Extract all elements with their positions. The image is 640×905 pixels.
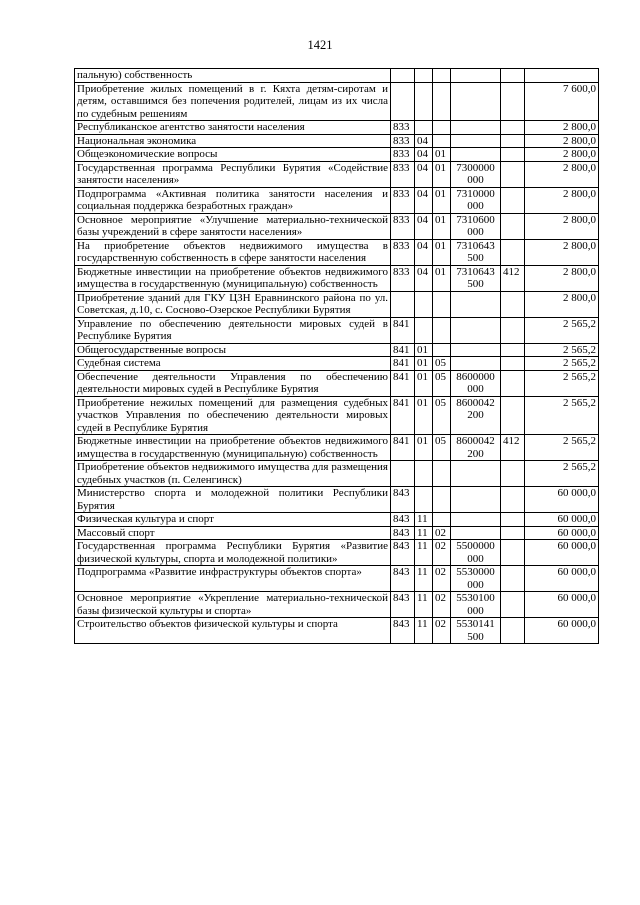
expense-type-cell — [501, 161, 525, 187]
section-code-cell — [415, 487, 433, 513]
row-name-cell: Приобретение жилых помещений в г. Кяхта детям-сиротам и детям, оставшимся без попечения родителей, лицам из их числа по судебным решениям — [75, 82, 391, 121]
table-row — [75, 69, 599, 83]
section-code-cell — [415, 121, 433, 135]
row-name-cell: Приобретение зданий для ГКУ ЦЗН Еравнинского района по ул. Советская, д.10, с. Сосново-Озерское Республики Бурятия — [75, 291, 391, 317]
target-article-cell — [451, 357, 501, 371]
grbs-code-cell: 841 — [391, 357, 415, 371]
target-article-cell — [451, 461, 501, 487]
target-article-suffix: 200 — [467, 447, 484, 460]
grbs-code-cell: 833 — [391, 134, 415, 148]
expense-type-cell — [501, 487, 525, 513]
target-article-cell — [451, 396, 501, 435]
expense-type-cell — [501, 540, 525, 566]
grbs-code-cell: 841 — [391, 343, 415, 357]
target-article-cell — [451, 82, 501, 121]
expense-type-cell: 412 — [501, 435, 525, 461]
row-name-cell: Основное мероприятие «Улучшение материально-технической базы учреждений в сфере занятости населения» — [75, 213, 391, 239]
expense-type-cell — [501, 592, 525, 618]
budget-table — [74, 68, 599, 644]
expense-type-cell — [501, 148, 525, 162]
target-article-cell — [451, 121, 501, 135]
amount-cell: 2 800,0 — [525, 148, 599, 162]
target-article-cell — [451, 317, 501, 343]
section-code-cell: 11 — [415, 618, 433, 644]
table-row — [75, 82, 599, 121]
target-article-suffix: 000 — [467, 200, 484, 212]
table-row — [75, 370, 599, 396]
target-article-cell — [451, 435, 501, 461]
target-article-suffix: 200 — [467, 409, 484, 421]
grbs-code-cell: 841 — [391, 370, 415, 396]
row-name-cell: Строительство объектов физической культуры и спорта — [75, 618, 391, 644]
grbs-code-cell — [391, 82, 415, 121]
expense-type-cell — [501, 343, 525, 357]
section-code-cell: 01 — [415, 343, 433, 357]
target-article-cell — [451, 343, 501, 357]
target-article-code: 7310600 — [456, 213, 495, 226]
subsection-code-cell: 01 — [433, 187, 451, 213]
subsection-code-cell — [433, 343, 451, 357]
amount-cell: 60 000,0 — [525, 618, 599, 644]
target-article-cell — [451, 291, 501, 317]
subsection-code-cell — [433, 134, 451, 148]
subsection-code-cell: 02 — [433, 526, 451, 540]
expense-type-cell — [501, 513, 525, 527]
target-article-cell — [451, 370, 501, 396]
expense-type-cell — [501, 370, 525, 396]
expense-type-cell — [501, 396, 525, 435]
amount-cell: 2 565,2 — [525, 357, 599, 371]
section-code-cell — [415, 69, 433, 83]
grbs-code-cell: 841 — [391, 435, 415, 461]
row-name-cell: Приобретение нежилых помещений для размещения судебных участков Управления по обеспечению деятельности мировых судей в Республике Бурятия — [75, 396, 391, 435]
grbs-code-cell — [391, 69, 415, 83]
amount-cell: 2 800,0 — [525, 239, 599, 265]
row-name-cell: Бюджетные инвестиции на приобретение объектов недвижимого имущества в государственную (муниципальную) собственность — [75, 265, 391, 291]
row-name-cell: Министерство спорта и молодежной политики Республики Бурятия — [75, 487, 391, 513]
amount-cell: 2 800,0 — [525, 161, 599, 187]
expense-type-cell — [501, 618, 525, 644]
section-code-cell: 11 — [415, 592, 433, 618]
section-code-cell: 01 — [415, 357, 433, 371]
row-name-cell: Основное мероприятие «Укрепление материально-технической базы физической культуры и спорта» — [75, 592, 391, 618]
target-article-code: 5530141 — [456, 618, 495, 630]
section-code-cell: 11 — [415, 513, 433, 527]
target-article-code: 7310643 — [456, 265, 495, 278]
target-article-suffix: 000 — [467, 604, 484, 617]
table-row — [75, 343, 599, 357]
subsection-code-cell: 02 — [433, 618, 451, 644]
table-row — [75, 592, 599, 618]
table-row — [75, 161, 599, 187]
row-name-cell: Судебная система — [75, 357, 391, 371]
section-code-cell — [415, 82, 433, 121]
target-article-suffix: 000 — [467, 552, 484, 565]
row-name-cell: Управление по обеспечению деятельности мировых судей в Республике Бурятия — [75, 317, 391, 343]
target-article-suffix: 000 — [467, 383, 484, 395]
expense-type-cell — [501, 461, 525, 487]
target-article-cell — [451, 187, 501, 213]
section-code-cell: 04 — [415, 239, 433, 265]
target-article-cell — [451, 513, 501, 527]
subsection-code-cell: 02 — [433, 566, 451, 592]
target-article-cell — [451, 134, 501, 148]
table-row — [75, 239, 599, 265]
row-name-cell: Физическая культура и спорт — [75, 513, 391, 527]
subsection-code-cell — [433, 121, 451, 135]
expense-type-cell — [501, 239, 525, 265]
table-row — [75, 187, 599, 213]
target-article-cell — [451, 618, 501, 644]
subsection-code-cell — [433, 513, 451, 527]
grbs-code-cell: 841 — [391, 317, 415, 343]
table-row — [75, 540, 599, 566]
grbs-code-cell: 843 — [391, 540, 415, 566]
row-name-cell: Общегосударственные вопросы — [75, 343, 391, 357]
row-name-cell: Государственная программа Республики Бурятия «Содействие занятости населения» — [75, 161, 391, 187]
subsection-code-cell — [433, 317, 451, 343]
subsection-code-cell: 01 — [433, 161, 451, 187]
expense-type-cell — [501, 121, 525, 135]
grbs-code-cell: 843 — [391, 592, 415, 618]
target-article-cell — [451, 265, 501, 291]
amount-cell: 2 565,2 — [525, 461, 599, 487]
table-row — [75, 357, 599, 371]
section-code-cell: 01 — [415, 396, 433, 435]
row-name-cell: Обеспечение деятельности Управления по обеспечению деятельности мировых судей в Республике Бурятия — [75, 370, 391, 396]
expense-type-cell — [501, 187, 525, 213]
section-code-cell: 04 — [415, 134, 433, 148]
target-article-cell — [451, 526, 501, 540]
amount-cell: 2 565,2 — [525, 435, 599, 461]
expense-type-cell: 412 — [501, 265, 525, 291]
subsection-code-cell: 01 — [433, 213, 451, 239]
target-article-suffix: 000 — [467, 226, 484, 238]
subsection-code-cell: 05 — [433, 357, 451, 371]
table-row — [75, 435, 599, 461]
target-article-code: 5530100 — [456, 592, 495, 604]
table-row — [75, 121, 599, 135]
table-row — [75, 291, 599, 317]
target-article-cell — [451, 213, 501, 239]
target-article-suffix: 500 — [467, 630, 484, 643]
target-article-cell — [451, 69, 501, 83]
amount-cell: 60 000,0 — [525, 487, 599, 513]
target-article-cell — [451, 161, 501, 187]
target-article-suffix: 000 — [467, 174, 484, 186]
grbs-code-cell: 833 — [391, 148, 415, 162]
target-article-cell — [451, 566, 501, 592]
expense-type-cell — [501, 213, 525, 239]
subsection-code-cell: 01 — [433, 239, 451, 265]
subsection-code-cell: 02 — [433, 592, 451, 618]
amount-cell: 2 565,2 — [525, 343, 599, 357]
subsection-code-cell: 02 — [433, 540, 451, 566]
amount-cell: 2 800,0 — [525, 121, 599, 135]
subsection-code-cell — [433, 82, 451, 121]
amount-cell: 60 000,0 — [525, 592, 599, 618]
page-number: 1421 — [307, 38, 333, 52]
section-code-cell: 04 — [415, 213, 433, 239]
target-article-suffix: 500 — [467, 278, 484, 290]
section-code-cell: 04 — [415, 148, 433, 162]
table-row — [75, 148, 599, 162]
row-name-cell: Массовый спорт — [75, 526, 391, 540]
grbs-code-cell: 833 — [391, 161, 415, 187]
row-name-cell: Общеэкономические вопросы — [75, 148, 391, 162]
subsection-code-cell: 01 — [433, 148, 451, 162]
expense-type-cell — [501, 69, 525, 83]
expense-type-cell — [501, 82, 525, 121]
grbs-code-cell: 843 — [391, 566, 415, 592]
target-article-code: 8600042 — [456, 435, 495, 447]
table-row — [75, 513, 599, 527]
grbs-code-cell: 843 — [391, 513, 415, 527]
row-name-cell: Национальная экономика — [75, 134, 391, 148]
section-code-cell — [415, 317, 433, 343]
grbs-code-cell: 833 — [391, 187, 415, 213]
section-code-cell: 01 — [415, 370, 433, 396]
grbs-code-cell: 833 — [391, 265, 415, 291]
target-article-code: 7300000 — [456, 161, 495, 174]
section-code-cell: 01 — [415, 435, 433, 461]
row-name-cell: пальную) собственность — [75, 69, 391, 83]
target-article-cell — [451, 487, 501, 513]
amount-cell: 2 800,0 — [525, 187, 599, 213]
section-code-cell: 04 — [415, 265, 433, 291]
section-code-cell — [415, 291, 433, 317]
amount-cell: 60 000,0 — [525, 513, 599, 527]
amount-cell: 2 800,0 — [525, 291, 599, 317]
target-article-code: 8600000 — [456, 370, 495, 383]
target-article-suffix: 500 — [467, 252, 484, 264]
target-article-suffix: 000 — [467, 578, 484, 591]
subsection-code-cell: 05 — [433, 370, 451, 396]
target-article-cell — [451, 592, 501, 618]
table-row — [75, 618, 599, 644]
amount-cell: 2 800,0 — [525, 213, 599, 239]
row-name-cell: Республиканское агентство занятости населения — [75, 121, 391, 135]
section-code-cell: 11 — [415, 566, 433, 592]
row-name-cell: Подпрограмма «Развитие инфраструктуры объектов спорта» — [75, 566, 391, 592]
section-code-cell: 04 — [415, 161, 433, 187]
grbs-code-cell — [391, 461, 415, 487]
table-row — [75, 526, 599, 540]
subsection-code-cell: 05 — [433, 396, 451, 435]
amount-cell: 2 565,2 — [525, 317, 599, 343]
table-row — [75, 265, 599, 291]
table-row — [75, 461, 599, 487]
target-article-code: 7310000 — [456, 187, 495, 200]
amount-cell: 60 000,0 — [525, 526, 599, 540]
table-row — [75, 317, 599, 343]
section-code-cell — [415, 461, 433, 487]
row-name-cell: Подпрограмма «Активная политика занятости населения и социальная поддержка безработных граждан» — [75, 187, 391, 213]
subsection-code-cell — [433, 69, 451, 83]
budget-table-body — [75, 69, 599, 644]
section-code-cell: 04 — [415, 187, 433, 213]
expense-type-cell — [501, 526, 525, 540]
amount-cell: 2 565,2 — [525, 370, 599, 396]
target-article-code: 5500000 — [456, 540, 495, 552]
table-row — [75, 213, 599, 239]
target-article-cell — [451, 148, 501, 162]
grbs-code-cell: 843 — [391, 487, 415, 513]
subsection-code-cell: 01 — [433, 265, 451, 291]
grbs-code-cell: 843 — [391, 618, 415, 644]
grbs-code-cell: 833 — [391, 213, 415, 239]
subsection-code-cell — [433, 487, 451, 513]
grbs-code-cell — [391, 291, 415, 317]
amount-cell: 7 600,0 — [525, 82, 599, 121]
amount-cell: 60 000,0 — [525, 566, 599, 592]
row-name-cell: На приобретение объектов недвижимого имущества в государственную собственность в сфере занятости населения — [75, 239, 391, 265]
target-article-cell — [451, 239, 501, 265]
expense-type-cell — [501, 134, 525, 148]
amount-cell: 60 000,0 — [525, 540, 599, 566]
amount-cell: 2 800,0 — [525, 265, 599, 291]
expense-type-cell — [501, 317, 525, 343]
row-name-cell: Государственная программа Республики Бурятия «Развитие физической культуры, спорта и молодежной политики» — [75, 540, 391, 566]
row-name-cell: Бюджетные инвестиции на приобретение объектов недвижимого имущества в государственную (муниципальную) собственность — [75, 435, 391, 461]
amount-cell — [525, 69, 599, 83]
row-name-cell: Приобретение объектов недвижимого имущества для размещения судебных участков (п. Селенгинск) — [75, 461, 391, 487]
expense-type-cell — [501, 566, 525, 592]
section-code-cell: 11 — [415, 526, 433, 540]
table-row — [75, 487, 599, 513]
subsection-code-cell: 05 — [433, 435, 451, 461]
grbs-code-cell: 843 — [391, 526, 415, 540]
table-row — [75, 134, 599, 148]
section-code-cell: 11 — [415, 540, 433, 566]
amount-cell: 2 565,2 — [525, 396, 599, 435]
subsection-code-cell — [433, 291, 451, 317]
expense-type-cell — [501, 357, 525, 371]
grbs-code-cell: 841 — [391, 396, 415, 435]
target-article-code: 5530000 — [456, 566, 495, 578]
target-article-code: 7310643 — [456, 239, 495, 252]
target-article-cell — [451, 540, 501, 566]
table-row — [75, 566, 599, 592]
amount-cell: 2 800,0 — [525, 134, 599, 148]
grbs-code-cell: 833 — [391, 121, 415, 135]
subsection-code-cell — [433, 461, 451, 487]
target-article-code: 8600042 — [456, 396, 495, 409]
expense-type-cell — [501, 291, 525, 317]
table-row — [75, 396, 599, 435]
grbs-code-cell: 833 — [391, 239, 415, 265]
